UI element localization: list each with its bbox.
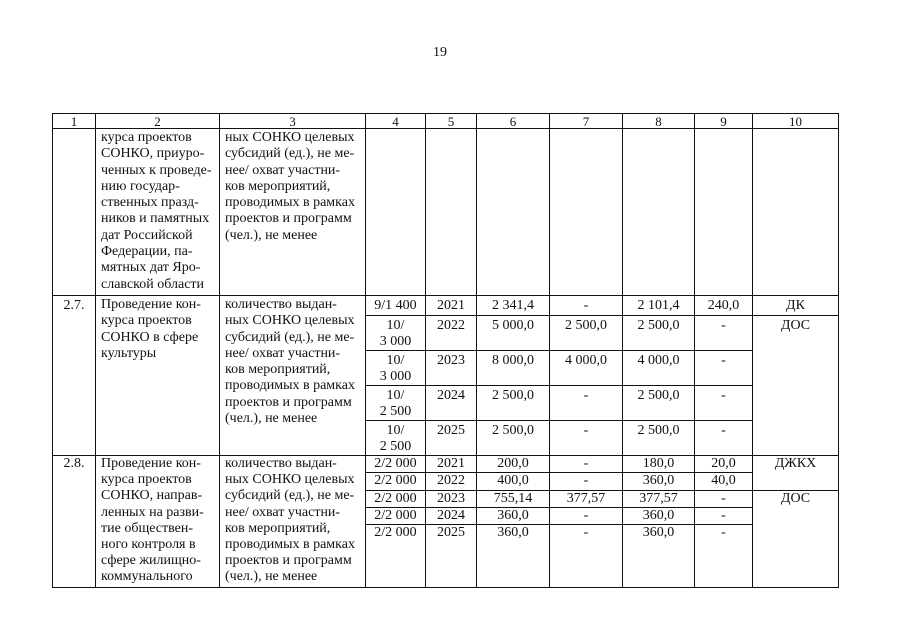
amount-col8-cell: 360,0 <box>623 525 695 588</box>
empty-cell <box>366 129 426 296</box>
amount-col8-cell: 377,57 <box>623 491 695 508</box>
target-value-cell: 10/ 2 500 <box>366 386 426 421</box>
amount-col7-cell: - <box>550 421 623 456</box>
year-cell: 2023 <box>426 351 477 386</box>
amount-col9-cell: 240,0 <box>695 296 753 316</box>
target-value-cell: 2/2 000 <box>366 525 426 588</box>
header-cell: 1 <box>53 114 96 129</box>
empty-cell <box>426 129 477 296</box>
header-cell: 8 <box>623 114 695 129</box>
amount-col8-cell: 2 500,0 <box>623 386 695 421</box>
amount-col8-cell: 360,0 <box>623 473 695 491</box>
row-number-cell: 2.8. <box>53 456 96 588</box>
amount-col9-cell: - <box>695 316 753 351</box>
page-number: 19 <box>433 45 447 60</box>
row-number-cell <box>53 129 96 296</box>
year-cell: 2025 <box>426 421 477 456</box>
target-value-cell: 2/2 000 <box>366 456 426 473</box>
amount-col9-cell: - <box>695 525 753 588</box>
target-value-cell: 10/ 2 500 <box>366 421 426 456</box>
amount-col7-cell: 4 000,0 <box>550 351 623 386</box>
indicator-cell: количество выдан- ных СОНКО целевых субсидий (ед.), не ме- нее/ охват участни- ков мероприятий, проводимых в рамках проектов и программ (чел.), не менее <box>220 296 366 456</box>
amount-col8-cell: 2 101,4 <box>623 296 695 316</box>
amount-col8-cell: 360,0 <box>623 508 695 525</box>
amount-col7-cell: 377,57 <box>550 491 623 508</box>
year-cell: 2022 <box>426 316 477 351</box>
header-cell: 9 <box>695 114 753 129</box>
amount-col6-cell: 755,14 <box>477 491 550 508</box>
table-row-continuation <box>53 129 839 296</box>
year-cell: 2021 <box>426 456 477 473</box>
year-cell: 2022 <box>426 473 477 491</box>
amount-col6-cell: 2 500,0 <box>477 421 550 456</box>
target-value-cell: 10/ 3 000 <box>366 316 426 351</box>
amount-col7-cell: - <box>550 525 623 588</box>
amount-col9-cell: - <box>695 386 753 421</box>
data-table <box>52 113 839 588</box>
amount-col7-cell: - <box>550 473 623 491</box>
amount-col8-cell: 2 500,0 <box>623 421 695 456</box>
year-cell: 2025 <box>426 525 477 588</box>
executor-cell: ДК <box>753 296 839 316</box>
event-name-cell: Проведение кон- курса проектов СОНКО в сфере культуры <box>96 296 220 456</box>
amount-col8-cell: 180,0 <box>623 456 695 473</box>
year-cell: 2021 <box>426 296 477 316</box>
header-cell: 6 <box>477 114 550 129</box>
amount-col6-cell: 2 341,4 <box>477 296 550 316</box>
amount-col6-cell: 2 500,0 <box>477 386 550 421</box>
amount-col9-cell: - <box>695 421 753 456</box>
table-row <box>53 296 839 316</box>
empty-cell <box>623 129 695 296</box>
year-cell: 2024 <box>426 386 477 421</box>
target-value-cell: 2/2 000 <box>366 491 426 508</box>
amount-col9-cell: - <box>695 508 753 525</box>
amount-col7-cell: - <box>550 386 623 421</box>
header-cell: 2 <box>96 114 220 129</box>
amount-col6-cell: 400,0 <box>477 473 550 491</box>
table-row <box>53 456 839 473</box>
amount-col6-cell: 200,0 <box>477 456 550 473</box>
event-name-cell: Проведение кон- курса проектов СОНКО, направ- ленных на разви- тие обществен- ного контроля в сфере жилищно- коммунального <box>96 456 220 588</box>
target-value-cell: 10/ 3 000 <box>366 351 426 386</box>
indicator-cell: ных СОНКО целевых субсидий (ед.), не ме- нее/ охват участни- ков мероприятий, проводимых в рамках проектов и программ (чел.), не менее <box>220 129 366 296</box>
header-cell: 10 <box>753 114 839 129</box>
empty-cell <box>477 129 550 296</box>
empty-cell <box>695 129 753 296</box>
row-number-cell: 2.7. <box>53 296 96 456</box>
amount-col7-cell: - <box>550 508 623 525</box>
header-cell: 3 <box>220 114 366 129</box>
target-value-cell: 9/1 400 <box>366 296 426 316</box>
amount-col7-cell: 2 500,0 <box>550 316 623 351</box>
executor-cell: ДЖКХ <box>753 456 839 491</box>
amount-col9-cell: - <box>695 491 753 508</box>
amount-col6-cell: 360,0 <box>477 525 550 588</box>
amount-col7-cell: - <box>550 296 623 316</box>
header-cell: 5 <box>426 114 477 129</box>
indicator-cell: количество выдан- ных СОНКО целевых субсидий (ед.), не ме- нее/ охват участни- ков мероприятий, проводимых в рамках проектов и программ (чел.), не менее <box>220 456 366 588</box>
target-value-cell: 2/2 000 <box>366 473 426 491</box>
year-cell: 2023 <box>426 491 477 508</box>
amount-col6-cell: 5 000,0 <box>477 316 550 351</box>
empty-cell <box>550 129 623 296</box>
executor-cell: ДОС <box>753 491 839 588</box>
empty-cell <box>753 129 839 296</box>
executor-cell: ДОС <box>753 316 839 456</box>
amount-col9-cell: 40,0 <box>695 473 753 491</box>
header-cell: 4 <box>366 114 426 129</box>
header-cell: 7 <box>550 114 623 129</box>
amount-col9-cell: 20,0 <box>695 456 753 473</box>
amount-col8-cell: 2 500,0 <box>623 316 695 351</box>
year-cell: 2024 <box>426 508 477 525</box>
target-value-cell: 2/2 000 <box>366 508 426 525</box>
table-header-row <box>53 114 839 129</box>
amount-col6-cell: 360,0 <box>477 508 550 525</box>
amount-col9-cell: - <box>695 351 753 386</box>
event-name-cell: курса проектов СОНКО, приуро- ченных к проведе- нию государ- ственных празд- ников и памятных дат Российской Федерации, па- мятных дат Яро- славской области <box>96 129 220 296</box>
amount-col6-cell: 8 000,0 <box>477 351 550 386</box>
amount-col7-cell: - <box>550 456 623 473</box>
amount-col8-cell: 4 000,0 <box>623 351 695 386</box>
